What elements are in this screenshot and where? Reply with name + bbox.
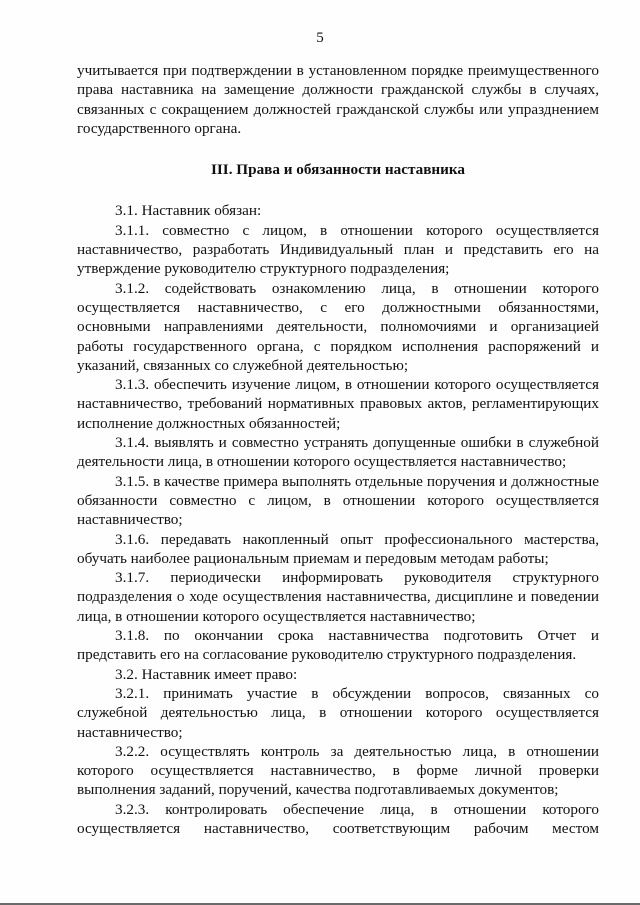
page-number: 5 <box>316 30 324 46</box>
paragraph-3-1-8: 3.1.8. по окончании срока наставничества подготовить Отчет и представить его на согласование руководителю структурного подразделения. <box>77 627 599 664</box>
paragraph-3-1-6: 3.1.6. передавать накопленный опыт профессионального мастерства, обучать наиболее рациональным приемам и передовым методам работы; <box>77 530 599 567</box>
paragraph-3-1-1: 3.1.1. совместно с лицом, в отношении которого осуществляется наставничество, разработать Индивидуальный план и представить его на утверждение руководителю структурного подразделения; <box>77 221 599 278</box>
paragraph-3-1-3: 3.1.3. обеспечить изучение лицом, в отношении которого осуществляется наставничество, требований нормативных правовых актов, регламентирующих исполнение должностных обязанностей; <box>77 376 599 432</box>
paragraph-3-2-3: 3.2.3. контролировать обеспечение лица, в отношении которого осуществляется наставничество, соответствующим рабочим местом <box>77 800 599 837</box>
paragraph-3-1-4: 3.1.4. выявлять и совместно устранять допущенные ошибки в служебной деятельности лица, в отношении которого осуществляется наставничество; <box>77 434 599 471</box>
section-heading: III. Права и обязанности наставника <box>210 161 466 179</box>
intro-paragraph: учитывается при подтверждении в установленном порядке преимущественного права наставника на замещение должности гражданской службы в случаях, связанных с сокращением должностей гражданской службы или упразднением государственного органа. <box>77 62 599 137</box>
paragraph-3-2-2: 3.2.2. осуществлять контроль за деятельностью лица, в отношении которого осуществляется наставничество, в форме личной проверки выполнения заданий, поручений, качества подготавливаемых документов; <box>77 742 599 799</box>
paragraph-3-1-5: 3.1.5. в качестве примера выполнять отдельные поручения и должностные обязанности совместно с лицом, в отношении которого осуществляется наставничество; <box>77 472 599 529</box>
document-body <box>77 61 599 838</box>
paragraph-3-1-7: 3.1.7. периодически информировать руководителя структурного подразделения о ходе осуществления наставничества, дисциплине и поведении лица, в отношении которого осуществляется наставничество; <box>77 569 599 625</box>
paragraph-3-1-2: 3.1.2. содействовать ознакомлению лица, в отношении которого осуществляется наставничество, с его должностными обязанностями, основными направлениями деятельности, полномочиями и организацией работы государственного органа, с порядком исполнения распоряжений и указаний, связанных со служебной деятельностью; <box>77 279 599 374</box>
paragraph-3-2-1: 3.2.1. принимать участие в обсуждении вопросов, связанных со служебной деятельностью лица, в отношении которого осуществляется наставничество; <box>77 684 599 741</box>
paragraph-3-2: 3.2. Наставник имеет право: <box>115 665 298 683</box>
paragraph-3-1: 3.1. Наставник обязан: <box>115 202 262 220</box>
